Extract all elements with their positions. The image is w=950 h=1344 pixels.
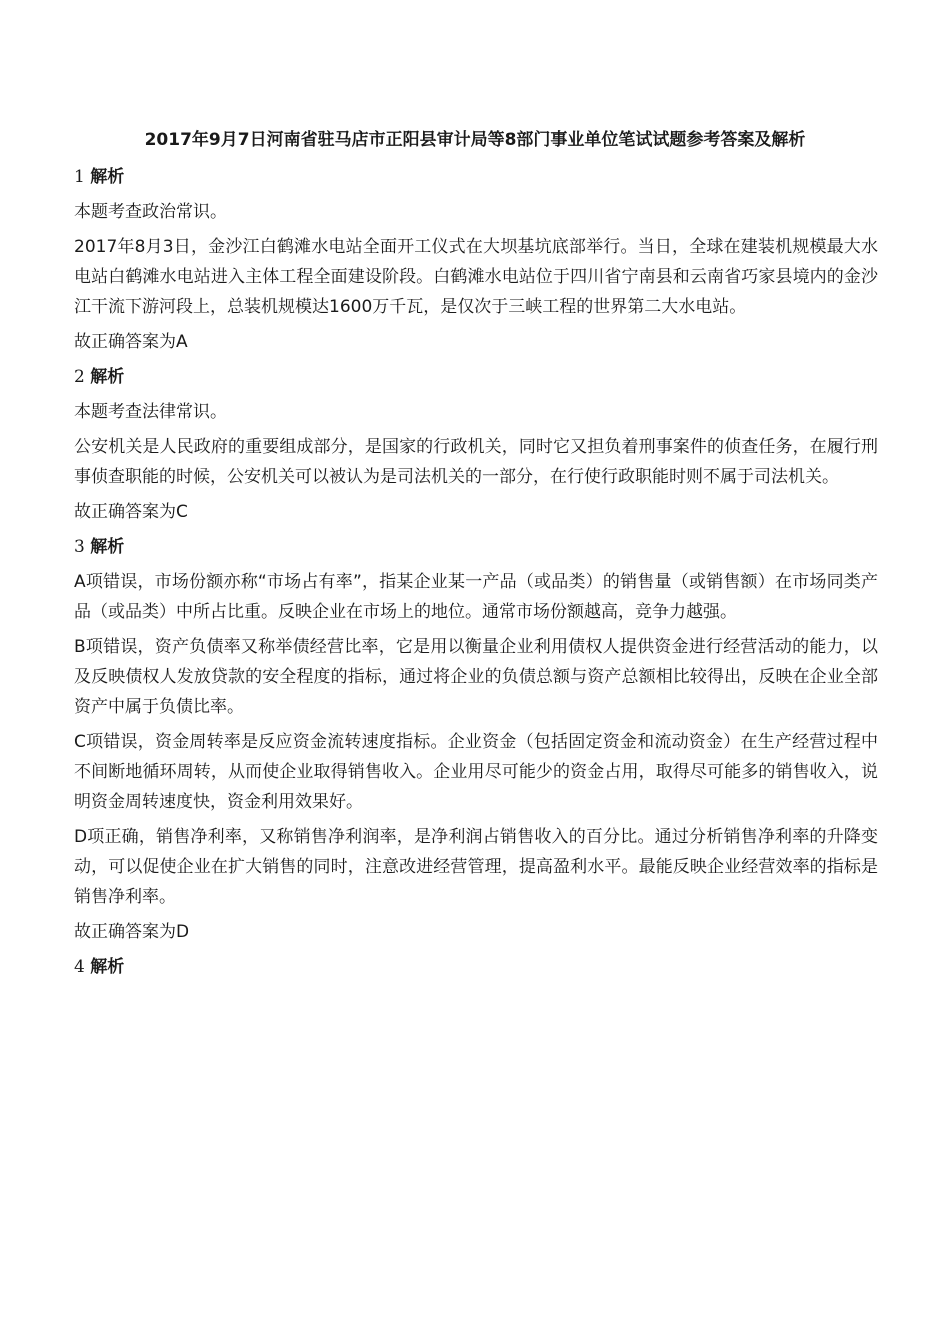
- paragraph: 本题考查政治常识。: [74, 202, 227, 222]
- section-label: 解析: [90, 167, 125, 187]
- section-heading-1: [74, 162, 878, 192]
- section-number: 1: [74, 167, 85, 187]
- document-body: [74, 162, 878, 987]
- paragraph: C项错误，资金周转率是反应资金流转速度指标。企业资金（包括固定资金和流动资金）在生产经营过程中不间断地循环周转，从而使企业取得销售收入。企业用尽可能少的资金占用，取得尽可能多的销售收入，说明资金周转速度快，资金利用效果好。: [74, 732, 878, 812]
- section-label: 解析: [90, 957, 125, 977]
- section-number: 3: [74, 537, 85, 557]
- paragraph: D项正确，销售净利率，又称销售净利润率，是净利润占销售收入的百分比。通过分析销售净利率的升降变动，可以促使企业在扩大销售的同时，注意改进经营管理，提高盈利水平。最能反映企业经营效率的指标是销售净利率。: [74, 827, 878, 907]
- paragraph: 本题考查法律常识。: [74, 402, 227, 422]
- section-label: 解析: [90, 537, 125, 557]
- section-number: 4: [74, 957, 85, 977]
- section-label: 解析: [90, 367, 125, 387]
- answer-line: 故正确答案为A: [74, 332, 188, 352]
- answer-line: 故正确答案为C: [74, 502, 188, 522]
- document-title: 2017年9月7日河南省驻马店市正阳县审计局等8部门事业单位笔试试题参考答案及解析: [144, 130, 806, 150]
- paragraph: A项错误，市场份额亦称“市场占有率”，指某企业某一产品（或品类）的销售量（或销售额）在市场同类产品（或品类）中所占比重。反映企业在市场上的地位。通常市场份额越高，竞争力越强。: [74, 572, 878, 622]
- section-number: 2: [74, 367, 85, 387]
- section-heading-3: [74, 532, 878, 562]
- section-heading-2: [74, 362, 878, 392]
- section-heading-4: [74, 952, 878, 982]
- paragraph: B项错误，资产负债率又称举债经营比率，它是用以衡量企业利用债权人提供资金进行经营活动的能力，以及反映债权人发放贷款的安全程度的指标，通过将企业的负债总额与资产总额相比较得出，反映在企业全部资产中属于负债比率。: [74, 637, 878, 717]
- paragraph: 公安机关是人民政府的重要组成部分，是国家的行政机关，同时它又担负着刑事案件的侦查任务，在履行刑事侦查职能的时候，公安机关可以被认为是司法机关的一部分，在行使行政职能时则不属于司法机关。: [74, 437, 878, 487]
- answer-line: 故正确答案为D: [74, 922, 190, 942]
- paragraph: 2017年8月3日，金沙江白鹤滩水电站全面开工仪式在大坝基坑底部举行。当日，全球在建装机规模最大水电站白鹤滩水电站进入主体工程全面建设阶段。白鹤滩水电站位于四川省宁南县和云南省巧家县境内的金沙江干流下游河段上，总装机规模达1600万千瓦，是仅次于三峡工程的世界第二大水电站。: [74, 237, 878, 317]
